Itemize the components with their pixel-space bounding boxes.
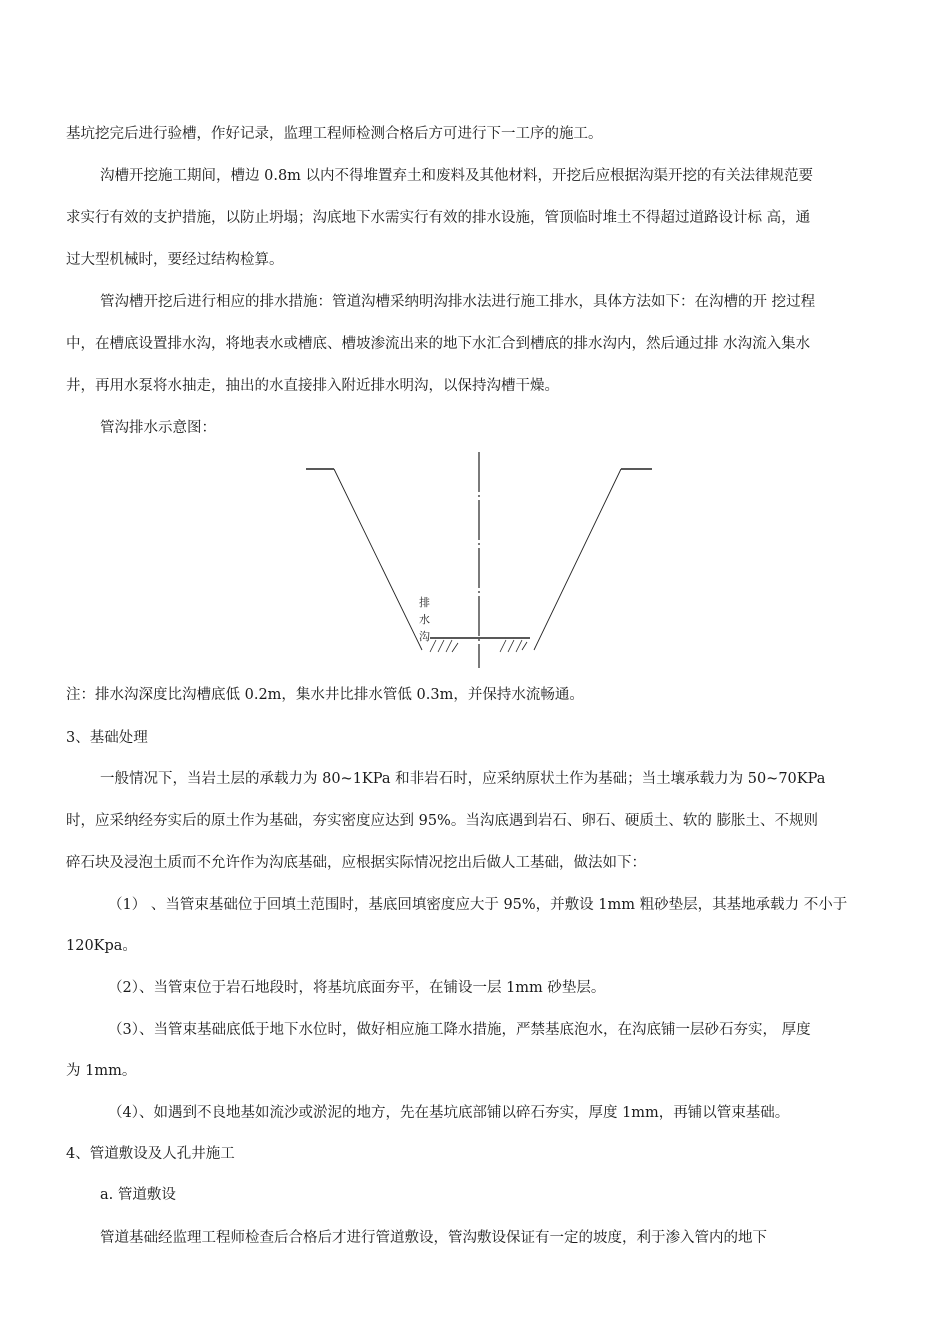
- subsection-heading: a. 管道敷设: [100, 1187, 176, 1203]
- paragraph-line: 过大型机械时，要经过结构检算。: [66, 252, 284, 268]
- paragraph-line: 时，应采纳经夯实后的原土作为基础，夯实密度应达到 95%。当沟底遇到岩石、卵石、硬质土、软的 膨胀土、不规则: [66, 813, 818, 829]
- section-heading: 4、管道敷设及人孔井施工: [66, 1146, 235, 1162]
- paragraph-line: 中，在槽底设置排水沟，将地表水或槽底、槽坡渗流出来的地下水汇合到槽底的排水沟内，然后通过排 水沟流入集水: [66, 336, 811, 352]
- diagram-note: 注：排水沟深度比沟槽底低 0.2m，集水井比排水管低 0.3m，并保持水流畅通。: [66, 687, 584, 703]
- paragraph-line: 管沟槽开挖后进行相应的排水措施：管道沟槽采纳明沟排水法进行施工排水，具体方法如下：在沟槽的开 挖过程: [100, 294, 816, 310]
- drain-label-char: 排: [419, 596, 430, 609]
- paragraph-line: 求实行有效的支护措施，以防止坍塌；沟底地下水需实行有效的排水设施，管顶临时堆土不得超过道路设计标 高，通: [66, 210, 811, 226]
- paragraph-line: 井，再用水泵将水抽走，抽出的水直接排入附近排水明沟，以保持沟槽干燥。: [66, 378, 559, 394]
- list-item: （3）、当管束基础底低于地下水位时，做好相应施工降水措施，严禁基底泡水，在沟底铺一层砂石夯实， 厚度: [108, 1022, 811, 1038]
- paragraph-line: 管道基础经监理工程师检查后合格后才进行管道敷设，管沟敷设保证有一定的坡度，利于渗入管内的地下: [100, 1230, 767, 1246]
- list-item: 为 1mm。: [66, 1063, 137, 1079]
- list-item: 120Kpa。: [66, 938, 137, 954]
- list-item: （4）、如遇到不良地基如流沙或淤泥的地方，先在基坑底部铺以碎石夯实，厚度 1mm，再铺以管束基础。: [108, 1105, 790, 1121]
- paragraph-line: 碎石块及浸泡土质而不允许作为沟底基础，应根据实际情况挖出后做人工基础，做法如下：: [66, 855, 646, 871]
- section-heading: 3、基础处理: [66, 730, 148, 746]
- paragraph-line: 基坑挖完后进行验槽，作好记录，监理工程师检测合格后方可进行下一工序的施工。: [66, 126, 603, 142]
- soil-hatch-left: [430, 640, 458, 652]
- drain-label-char: 沟: [419, 630, 430, 643]
- drain-label-char: 水: [419, 613, 430, 626]
- diagram-caption: 管沟排水示意图：: [100, 420, 216, 436]
- trench-slope-left: [334, 469, 422, 650]
- list-item: （1） 、当管束基础位于回填土范围时，基底回填密度应大于 95%，并敷设 1mm 粗砂垫层，其基地承载力 不小于: [108, 897, 848, 913]
- soil-hatch-right: [500, 640, 527, 652]
- trench-slope-right: [534, 469, 621, 650]
- paragraph-line: 一般情况下，当岩土层的承载力为 80~1KPa 和非岩石时，应采纳原状土作为基础；当土壤承载力为 50~70KPa: [100, 771, 826, 787]
- paragraph-line: 沟槽开挖施工期间，槽边 0.8m 以内不得堆置弃土和废料及其他材料，开挖后应根据沟渠开挖的有关法律规范要: [100, 168, 814, 184]
- list-item: （2）、当管束位于岩石地段时，将基坑底面夯平，在铺设一层 1mm 砂垫层。: [108, 980, 606, 996]
